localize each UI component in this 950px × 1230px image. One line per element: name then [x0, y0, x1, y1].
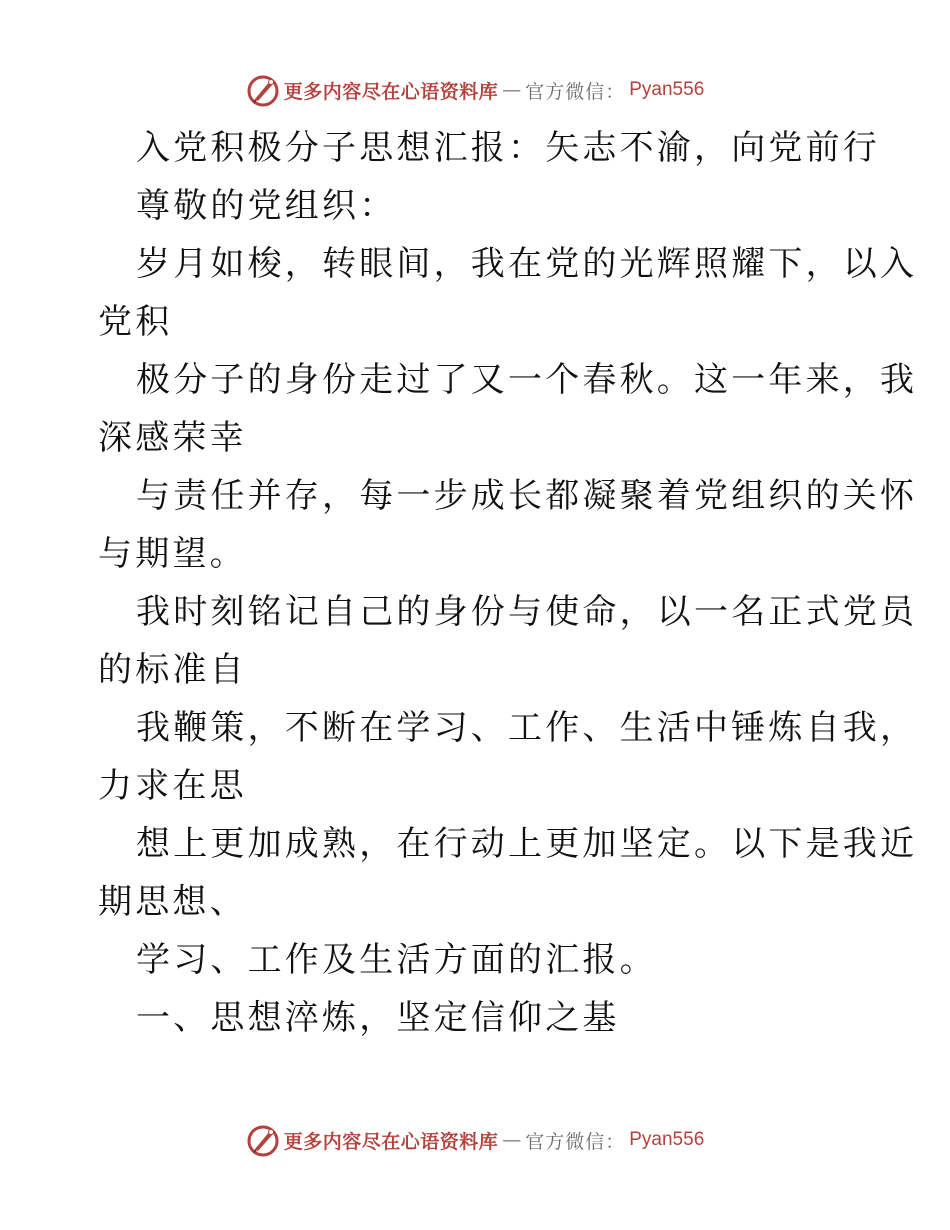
header-banner — [0, 70, 950, 110]
banner-wechat-label: 官方微信： — [525, 1130, 626, 1153]
banner-wechat-label: 官方微信： — [525, 80, 626, 103]
paragraph-line: 极分子的身份走过了又一个春秋。这一年来，我 — [136, 360, 918, 400]
paragraph-line: 力求在思 — [98, 766, 247, 806]
quill-pen-logo-icon — [246, 1123, 280, 1157]
paragraph-line: 学习、工作及生活方面的汇报。 — [136, 940, 657, 980]
banner-wechat-handle: Pyan556 — [629, 1129, 705, 1150]
banner-dash: — — [502, 1129, 522, 1151]
paragraph-line: 期思想、 — [98, 882, 247, 922]
footer-banner — [0, 1120, 950, 1160]
paragraph-line: 我鞭策，不断在学习、工作、生活中锤炼自我， — [136, 708, 918, 748]
section-heading: 一、思想淬炼，坚定信仰之基 — [136, 998, 620, 1038]
banner-wechat-handle: Pyan556 — [629, 79, 705, 100]
paragraph-line: 深感荣幸 — [98, 418, 247, 458]
paragraph-line: 我时刻铭记自己的身份与使命，以一名正式党员 — [136, 592, 918, 632]
paragraph-line: 的标准自 — [98, 650, 247, 690]
paragraph-line: 岁月如梭，转眼间，我在党的光辉照耀下，以入 — [136, 244, 918, 284]
document-title: 入党积极分子思想汇报：矢志不渝，向党前行 — [136, 128, 880, 168]
paragraph-line: 想上更加成熟，在行动上更加坚定。以下是我近 — [136, 824, 918, 864]
paragraph-line: 党积 — [98, 302, 173, 342]
banner-site-name: 更多内容尽在心语资料库 — [283, 1130, 499, 1153]
paragraph-line: 与期望。 — [98, 534, 247, 574]
banner-dash: — — [502, 79, 522, 101]
banner-site-name: 更多内容尽在心语资料库 — [283, 80, 499, 103]
quill-pen-logo-icon — [246, 73, 280, 107]
document-salutation: 尊敬的党组织： — [136, 186, 397, 226]
paragraph-line: 与责任并存，每一步成长都凝聚着党组织的关怀 — [136, 476, 918, 516]
